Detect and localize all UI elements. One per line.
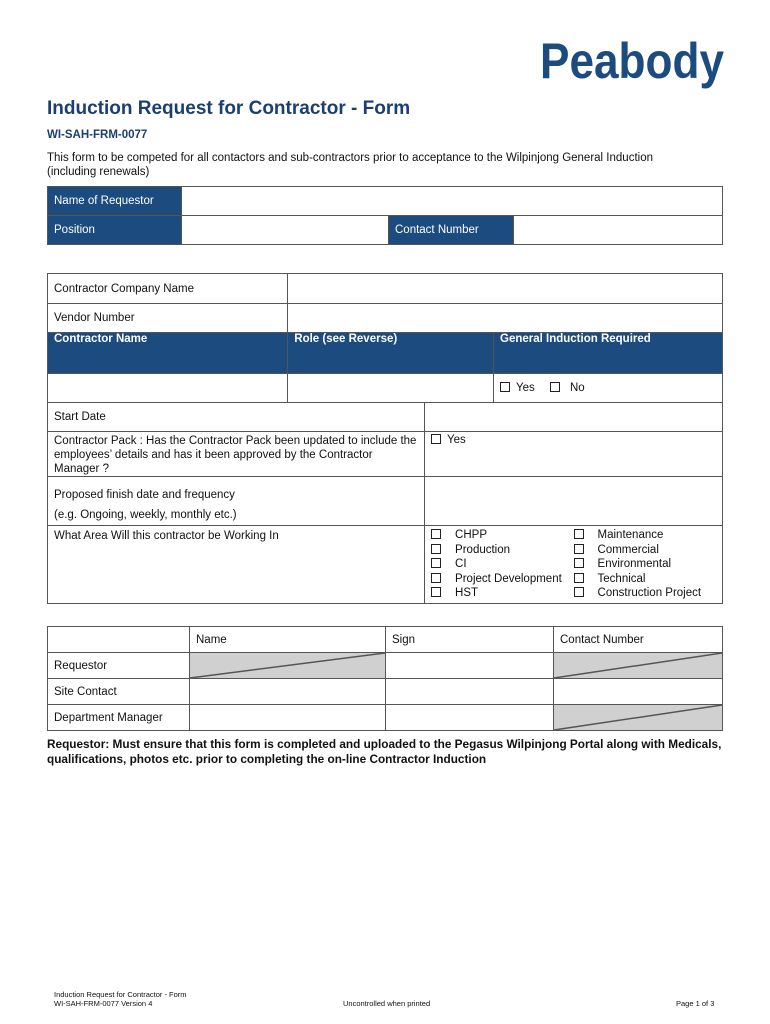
area-checkbox[interactable]	[431, 544, 441, 554]
area-checkbox[interactable]	[431, 529, 441, 539]
contractor-table	[47, 273, 723, 604]
col-general-induction: General Induction Required	[494, 333, 723, 374]
area-option[interactable]: Construction Project	[574, 587, 716, 602]
area-option[interactable]: CI	[431, 558, 573, 573]
col-name: Name	[190, 627, 386, 653]
company-name-label: Contractor Company Name	[48, 274, 288, 304]
row-site-contact: Site Contact	[48, 679, 190, 705]
footer-uncontrolled: Uncontrolled when printed	[343, 999, 431, 1008]
area-checkbox[interactable]	[431, 558, 441, 568]
area-checkbox[interactable]	[574, 587, 584, 597]
col-contractor-name: Contractor Name	[48, 333, 288, 374]
area-options	[431, 529, 716, 602]
peabody-logo	[540, 32, 726, 94]
col-role: Role (see Reverse)	[288, 333, 494, 374]
area-option[interactable]: Technical	[574, 573, 716, 588]
area-checkbox[interactable]	[574, 529, 584, 539]
footer-doc-title: Induction Request for Contractor - Form	[54, 990, 187, 999]
company-name-field[interactable]	[288, 274, 723, 304]
logo-text: Peabody	[540, 33, 725, 89]
greyed-cell	[554, 705, 723, 731]
area-option[interactable]: Commercial	[574, 544, 716, 559]
col-sign: Sign	[386, 627, 554, 653]
induction-yes-label: Yes	[516, 382, 535, 394]
induction-yes-checkbox[interactable]	[500, 382, 510, 392]
requestor-sign-field[interactable]	[386, 653, 554, 679]
requestor-note: Requestor: Must ensure that this form is completed and uploaded to the Pegasus Wilpinjong Portal along with Medicals, qualifications, photos etc. prior to completing the on-line Contractor Induction	[47, 737, 722, 766]
finish-date-hint: (e.g. Ongoing, weekly, monthly etc.)	[54, 509, 237, 521]
area-checkbox[interactable]	[574, 544, 584, 554]
finish-date-field[interactable]	[425, 477, 723, 526]
site-contact-number-field[interactable]	[554, 679, 723, 705]
contractor-pack-question: Contractor Pack : Has the Contractor Pack been updated to include the employees’ details and has it been approved by the Contractor Manager ?	[48, 432, 425, 477]
contact-number-field[interactable]	[514, 216, 723, 245]
contractor-name-field[interactable]	[48, 374, 288, 403]
row-department-manager: Department Manager	[48, 705, 190, 731]
form-intro: This form to be competed for all contactors and sub-contractors prior to acceptance to the Wilpinjong General Induction (including renewals)	[47, 152, 653, 178]
area-checkbox[interactable]	[574, 573, 584, 583]
requestor-table	[47, 186, 723, 245]
footer-doc-version: WI-SAH-FRM-0077 Version 4	[54, 999, 153, 1008]
document-number: WI-SAH-FRM-0077	[47, 129, 148, 141]
role-field[interactable]	[288, 374, 494, 403]
area-option[interactable]: Maintenance	[574, 529, 716, 544]
finish-date-label: Proposed finish date and frequency	[54, 489, 235, 501]
col-contact: Contact Number	[554, 627, 723, 653]
vendor-number-field[interactable]	[288, 304, 723, 333]
area-option[interactable]: HST	[431, 587, 573, 602]
induction-no-label: No	[569, 382, 585, 394]
requestor-name-field[interactable]	[182, 187, 723, 216]
area-option[interactable]: Environmental	[574, 558, 716, 573]
footer-doc-info	[54, 990, 187, 1008]
start-date-label: Start Date	[48, 403, 425, 432]
area-option[interactable]: CHPP	[431, 529, 573, 544]
site-contact-sign-field[interactable]	[386, 679, 554, 705]
form-title: Induction Request for Contractor - Form	[47, 98, 411, 119]
induction-no-checkbox[interactable]	[550, 382, 560, 392]
area-option[interactable]: Project Development	[431, 573, 573, 588]
requestor-name-label: Name of Requestor	[48, 187, 182, 216]
row-requestor: Requestor	[48, 653, 190, 679]
pack-yes-label: Yes	[447, 434, 466, 446]
area-checkbox[interactable]	[431, 573, 441, 583]
pack-yes-checkbox[interactable]	[431, 434, 441, 444]
footer-page-number: Page 1 of 3	[676, 999, 715, 1008]
vendor-number-label: Vendor Number	[48, 304, 288, 333]
area-checkbox[interactable]	[574, 558, 584, 568]
area-option[interactable]: Production	[431, 544, 573, 559]
position-label: Position	[48, 216, 182, 245]
manager-sign-field[interactable]	[386, 705, 554, 731]
signoff-table	[47, 626, 723, 731]
site-contact-name-field[interactable]	[190, 679, 386, 705]
contact-number-label: Contact Number	[389, 216, 514, 245]
manager-name-field[interactable]	[190, 705, 386, 731]
position-field[interactable]	[182, 216, 389, 245]
area-question: What Area Will this contractor be Working In	[48, 526, 425, 604]
area-checkbox[interactable]	[431, 587, 441, 597]
greyed-cell	[554, 653, 723, 679]
greyed-cell	[190, 653, 386, 679]
start-date-field[interactable]	[425, 403, 723, 432]
